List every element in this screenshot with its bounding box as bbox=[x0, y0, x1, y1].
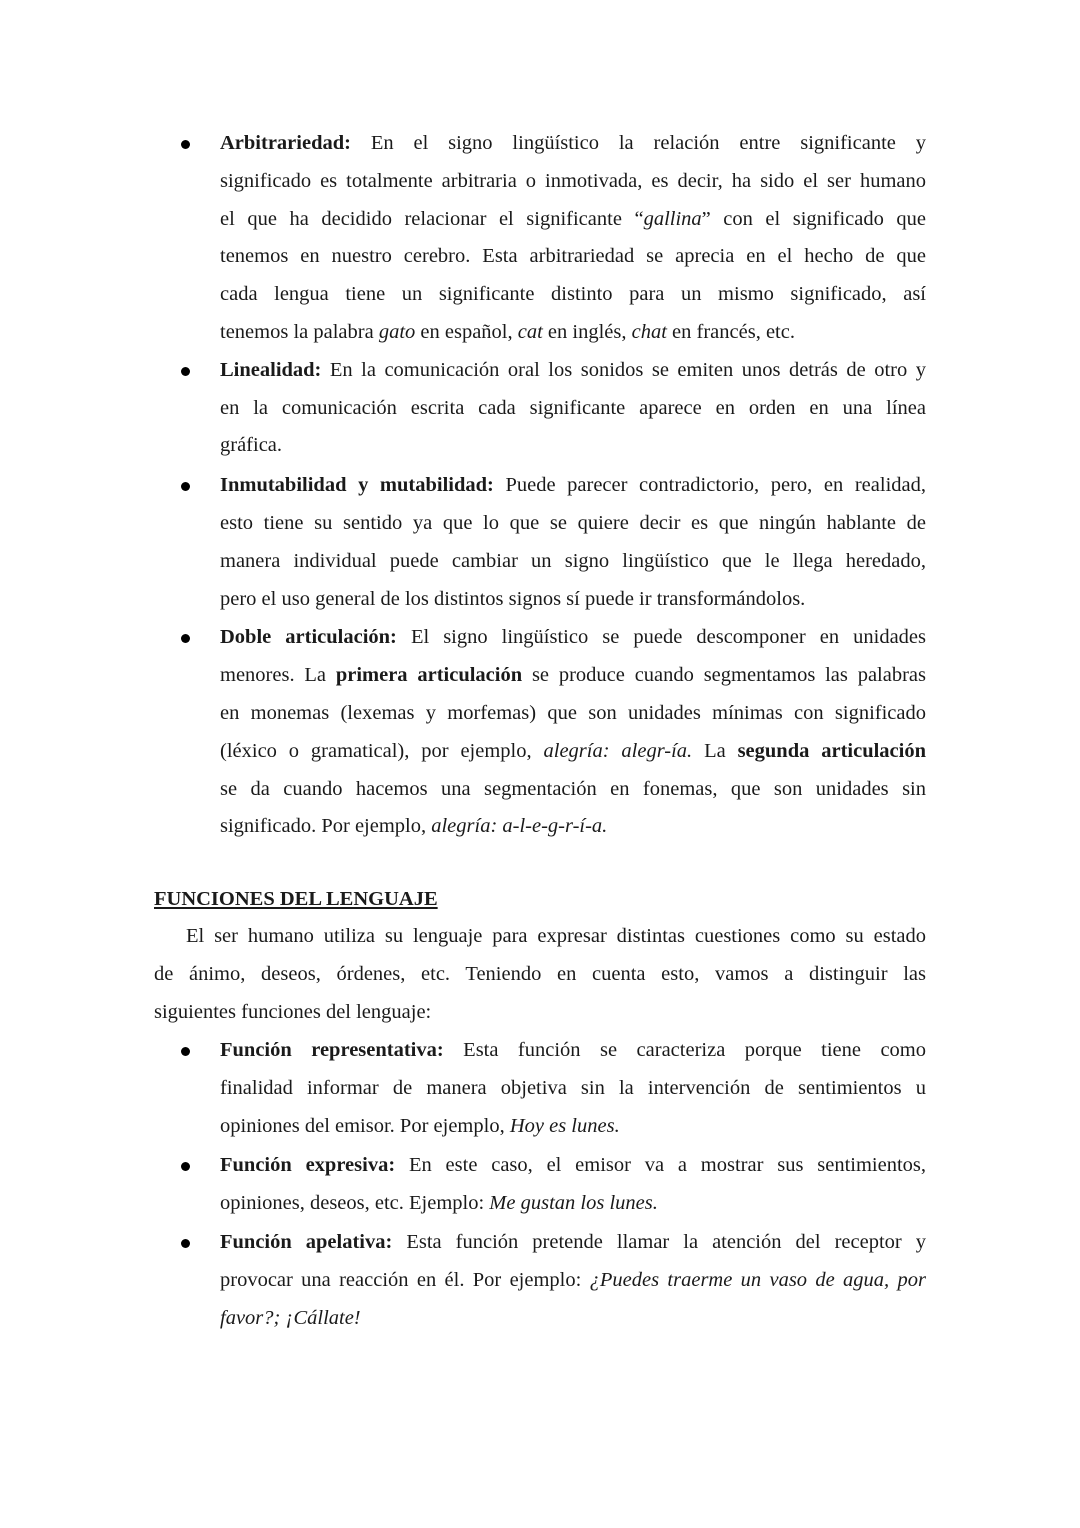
bullet-icon bbox=[181, 1047, 190, 1056]
list-item: Función representativa: Esta función se caracteriza porque tiene como finalidad informar de manera objetiva sin la intervención de sentimientos u opiniones del emisor. Por ejemplo, Hoy es lunes. bbox=[0, 1032, 1080, 1145]
section-title: FUNCIONES DEL LENGUAJE bbox=[154, 888, 438, 910]
list-item: Doble articulación: El signo lingüístico se puede descomponer en unidades menores. La primera articulación se produce cuando segmentamos las palabras en monemas (lexemas y morfemas) que son unidades mínimas con significado (léxico o gramatical), por ejemplo, alegría: alegr-ía. La segunda articulación se da cuando hacemos una segmentación en fonemas, que son unidades sin significado. Por ejemplo, alegría: a-l-e-g-r-í-a. bbox=[0, 619, 1080, 846]
properties-list bbox=[0, 125, 1080, 846]
list-item: Función apelativa: Esta función pretende llamar la atención del receptor y provocar una reacción en él. Por ejemplo: ¿Puedes traerme un vaso de agua, por favor?; ¡Cállate! bbox=[0, 1224, 1080, 1337]
bullet-icon bbox=[181, 634, 190, 643]
term: Doble articulación: bbox=[220, 626, 397, 649]
term: Arbitrariedad: bbox=[220, 132, 351, 154]
list-item: Linealidad: En la comunicación oral los sonidos se emiten unos detrás de otro y en la comunicación escrita cada significante aparece en orden en una línea gráfica. bbox=[0, 352, 1080, 465]
bullet-icon bbox=[181, 1162, 190, 1171]
term: Inmutabilidad y mutabilidad: bbox=[220, 474, 494, 497]
term: Función expresiva: bbox=[220, 1154, 396, 1177]
functions-list bbox=[0, 1032, 1080, 1337]
bullet-icon bbox=[181, 140, 190, 149]
bullet-icon bbox=[181, 482, 190, 491]
term: Linealidad: bbox=[220, 358, 322, 381]
bullet-icon bbox=[181, 367, 190, 376]
section-intro: El ser humano utiliza su lenguaje para expresar distintas cuestiones como su estado de ánimo, deseos, órdenes, etc. Teniendo en cuenta esto, vamos a distinguir las siguientes funciones del lenguaje: bbox=[154, 925, 926, 1023]
bullet-icon bbox=[181, 1239, 190, 1248]
term: Función apelativa: bbox=[220, 1230, 393, 1253]
list-item: Arbitrariedad: En el signo lingüístico la relación entre significante y significado es totalmente arbitraria o inmotivada, es decir, ha sido el ser humano el que ha decidido relacionar el significante “gallina” con el significado que tenemos en nuestro cerebro. Esta arbitrariedad se aprecia en el hecho de que cada lengua tiene un significante distinto para un mismo significado, así tenemos la palabra gato en español, cat en inglés, chat en francés, etc. bbox=[0, 125, 1080, 352]
term: Función representativa: bbox=[220, 1039, 444, 1061]
list-item: Inmutabilidad y mutabilidad: Puede parecer contradictorio, pero, en realidad, esto tiene su sentido ya que lo que se quiere decir es que ningún hablante de manera individual puede cambiar un signo lingüístico que le llega heredado, pero el uso general de los distintos signos sí puede ir transformándolos. bbox=[0, 467, 1080, 618]
list-item: Función expresiva: En este caso, el emisor va a mostrar sus sentimientos, opiniones, deseos, etc. Ejemplo: Me gustan los lunes. bbox=[0, 1147, 1080, 1223]
